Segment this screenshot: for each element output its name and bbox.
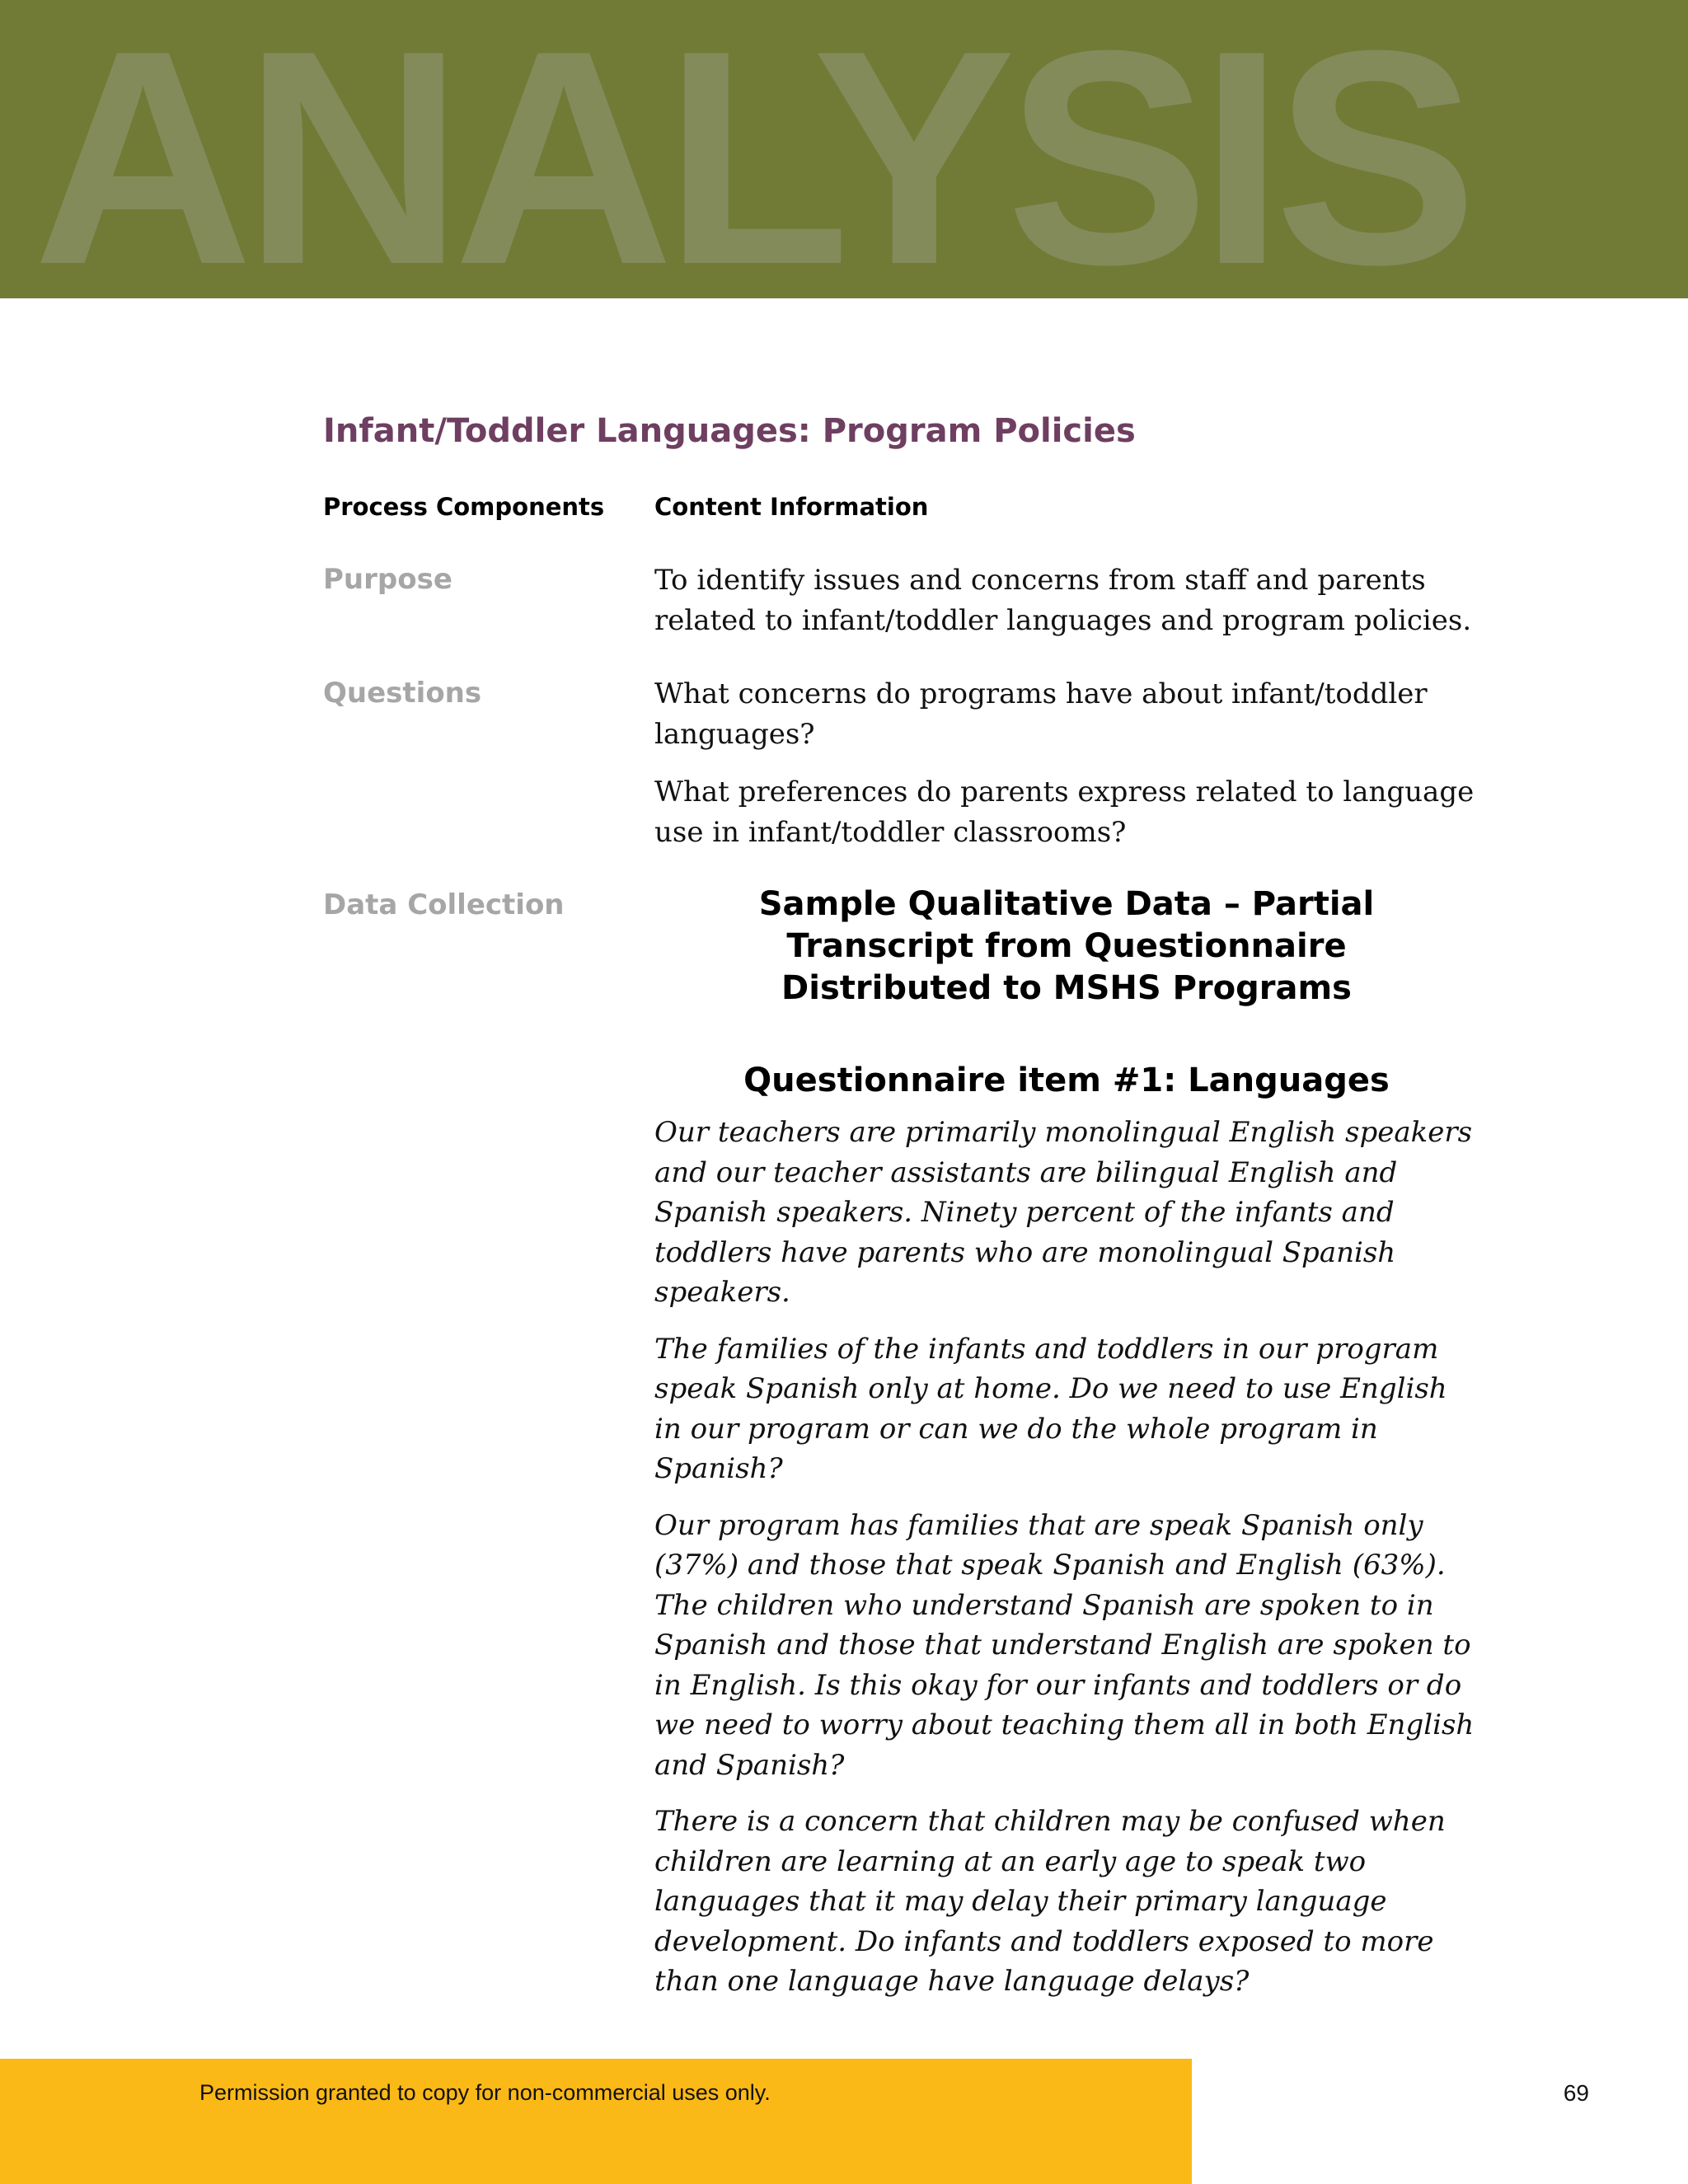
- response-quote: There is a concern that children may be confused when children are learning at an early age to speak two languages that it may delay their primary language development. Do infants and toddlers exposed to more than one language have language delays?: [654, 1805, 1446, 1998]
- response-quote: Our program has families that are speak Spanish only (37%) and those that speak Spanish and English (63%). The children who understand Spanish are spoken to in Spanish and those that understand English are spoken to in English. Is this okay for our infants and toddlers or do we need to worry about teaching them all in both English and Spanish?: [654, 1508, 1475, 1782]
- page-title: Infant/Toddler Languages: Program Policies: [323, 412, 1136, 450]
- footer-bar: [0, 2059, 1192, 2184]
- purpose-text: To identify issues and concerns from staff and parents related to infant/toddler languages and program policies.: [654, 564, 1472, 637]
- purpose-text-block: [654, 560, 1479, 658]
- response-quote: The families of the infants and toddlers in our program speak Spanish only at home. Do we need to use English in our program or can we do the whole program in Spanish?: [654, 1332, 1447, 1485]
- banner-watermark-text: ANALYSIS: [33, 0, 1468, 298]
- response-quote: Our teachers are primarily monolingual English speakers and our teacher assistants are bilingual English and Spanish speakers. Ninety percent of the infants and toddlers have parents who are monolingual Spanish speakers.: [654, 1116, 1473, 1309]
- question-item: What preferences do parents express related to language use in infant/toddler classrooms?: [654, 776, 1475, 849]
- question-item: What concerns do programs have about infant/toddler languages?: [654, 677, 1428, 751]
- sample-heading-line: Sample Qualitative Data – Partial: [758, 885, 1375, 923]
- row-label-data-collection: Data Collection: [323, 888, 565, 921]
- questionnaire-item-heading: Questionnaire item #1: Languages: [743, 1062, 1390, 1099]
- sample-heading-line: Transcript from Questionnaire: [786, 927, 1347, 965]
- sample-heading-line: Distributed to MSHS Programs: [781, 969, 1352, 1007]
- questionnaire-responses: [654, 1113, 1479, 2018]
- header-banner: [0, 0, 1688, 298]
- column-header-process-components: Process Components: [323, 493, 605, 521]
- sample-data-heading: [654, 883, 1479, 1010]
- row-label-purpose: Purpose: [323, 563, 452, 596]
- row-label-questions: Questions: [323, 677, 482, 710]
- footer-permission-text: Permission granted to copy for non-commercial uses only.: [199, 2080, 771, 2105]
- questions-list: [654, 674, 1479, 870]
- column-header-content-information: Content Information: [654, 493, 929, 521]
- page-number: 69: [1563, 2080, 1589, 2106]
